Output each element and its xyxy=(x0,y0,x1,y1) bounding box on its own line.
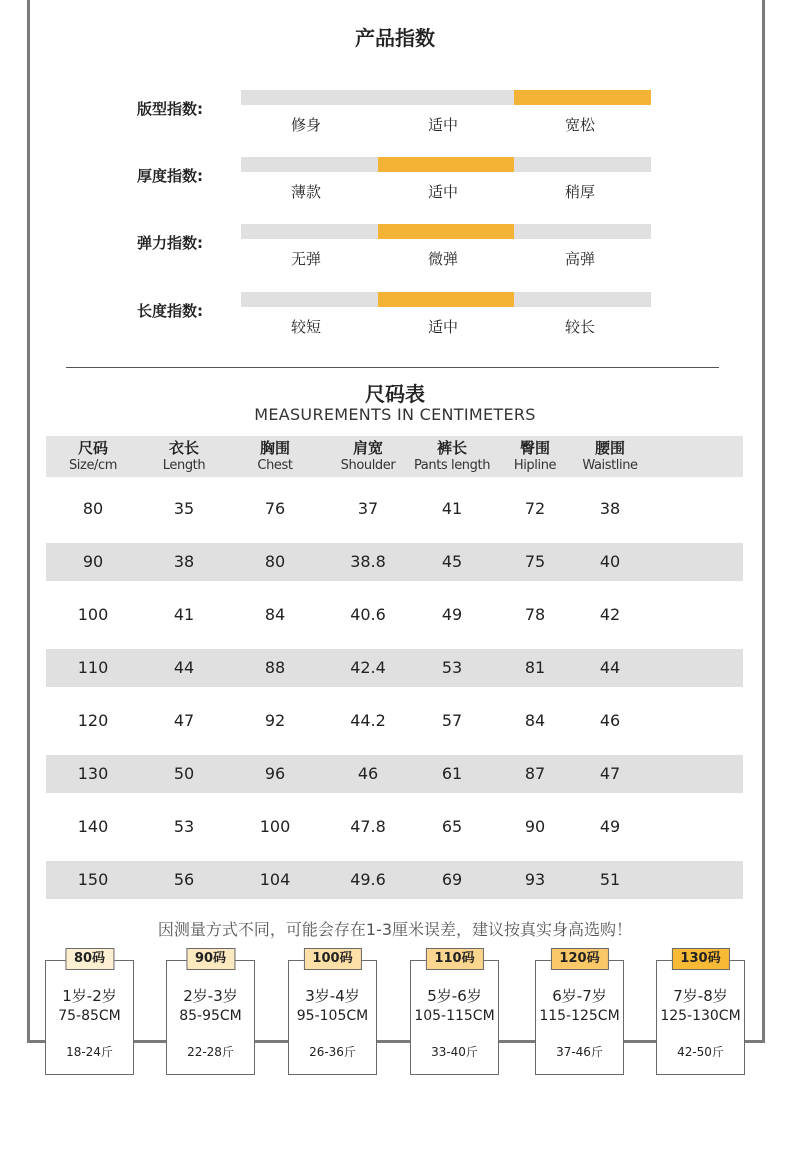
size-card-age: 6岁-7岁 xyxy=(552,987,607,1005)
index-option: 较短 xyxy=(290,318,321,336)
index-bar-fill xyxy=(378,224,515,239)
table-cell: 38 xyxy=(599,499,621,518)
table-cell: 45 xyxy=(441,552,463,571)
table-cell: 51 xyxy=(599,870,621,889)
index-bar xyxy=(241,292,651,307)
index-bar xyxy=(241,90,651,105)
table-cell: 44 xyxy=(173,658,195,677)
header-en: Waistline xyxy=(582,458,638,473)
table-cell: 76 xyxy=(264,499,286,518)
table-cell: 46 xyxy=(599,711,621,730)
table-cell: 100 xyxy=(77,605,109,624)
table-cell: 93 xyxy=(524,870,546,889)
size-table-header xyxy=(46,436,743,477)
index-option: 修身 xyxy=(290,116,321,134)
header-en: Chest xyxy=(257,458,293,473)
header-zh: 臀围 xyxy=(519,439,550,457)
size-card-age: 2岁-3岁 xyxy=(183,987,238,1005)
index-row xyxy=(0,224,790,274)
index-option: 较长 xyxy=(564,318,595,336)
size-card-weight: 42-50斤 xyxy=(677,1045,724,1059)
table-cell: 41 xyxy=(441,499,463,518)
size-card-weight: 37-46斤 xyxy=(556,1045,603,1059)
header-zh: 尺码 xyxy=(77,439,108,457)
table-cell: 110 xyxy=(77,658,109,677)
table-cell: 47 xyxy=(173,711,195,730)
table-cell: 42.4 xyxy=(350,658,386,677)
table-cell: 75 xyxy=(524,552,546,571)
header-en: Shoulder xyxy=(340,458,396,473)
table-cell: 49 xyxy=(599,817,621,836)
size-card-height: 105-115CM xyxy=(414,1008,495,1024)
table-cell: 42 xyxy=(599,605,621,624)
size-card-age: 7岁-8岁 xyxy=(673,987,728,1005)
table-cell: 57 xyxy=(441,711,463,730)
table-cell: 35 xyxy=(173,499,195,518)
table-cell: 90 xyxy=(524,817,546,836)
table-row xyxy=(46,596,743,634)
table-cell: 80 xyxy=(264,552,286,571)
table-cell: 53 xyxy=(173,817,195,836)
size-card-weight: 18-24斤 xyxy=(66,1045,113,1059)
table-cell: 92 xyxy=(264,711,286,730)
size-card-height: 75-85CM xyxy=(58,1008,121,1024)
table-cell: 78 xyxy=(524,605,546,624)
table-row xyxy=(46,861,743,899)
table-cell: 49 xyxy=(441,605,463,624)
index-row xyxy=(0,90,790,140)
table-header-cell xyxy=(136,439,232,474)
table-cell: 37 xyxy=(357,499,379,518)
index-label: 长度指数: xyxy=(137,302,203,320)
size-card-tag: 130码 xyxy=(671,948,729,970)
table-cell: 88 xyxy=(264,658,286,677)
index-bar xyxy=(241,224,651,239)
table-cell: 120 xyxy=(77,711,109,730)
header-en: Length xyxy=(162,458,206,473)
table-cell: 49.6 xyxy=(350,870,386,889)
header-zh: 胸围 xyxy=(259,439,290,457)
table-cell: 44 xyxy=(599,658,621,677)
table-cell: 104 xyxy=(259,870,291,889)
table-header-cell xyxy=(404,439,500,474)
table-header-cell xyxy=(227,439,323,474)
table-cell: 150 xyxy=(77,870,109,889)
table-cell: 47 xyxy=(599,764,621,783)
table-cell: 38.8 xyxy=(350,552,386,571)
index-option: 无弹 xyxy=(290,250,321,268)
table-cell: 61 xyxy=(441,764,463,783)
size-card xyxy=(410,951,499,1075)
table-cell: 81 xyxy=(524,658,546,677)
table-row xyxy=(46,543,743,581)
size-card-weight: 26-36斤 xyxy=(309,1045,356,1059)
section-divider xyxy=(66,367,719,368)
table-cell: 72 xyxy=(524,499,546,518)
table-cell: 44.2 xyxy=(350,711,386,730)
header-zh: 腰围 xyxy=(594,439,625,457)
index-option: 微弹 xyxy=(427,250,458,268)
index-option: 适中 xyxy=(427,318,458,336)
index-bar-fill xyxy=(378,157,515,172)
index-label: 厚度指数: xyxy=(137,167,203,185)
index-label: 弹力指数: xyxy=(137,234,203,252)
table-cell: 65 xyxy=(441,817,463,836)
size-card-height: 125-130CM xyxy=(660,1008,741,1024)
table-cell: 41 xyxy=(173,605,195,624)
size-card xyxy=(288,951,377,1075)
table-cell: 84 xyxy=(264,605,286,624)
index-option: 适中 xyxy=(427,116,458,134)
size-card-height: 115-125CM xyxy=(539,1008,620,1024)
table-cell: 100 xyxy=(259,817,291,836)
table-header-cell xyxy=(320,439,416,474)
index-option: 适中 xyxy=(427,183,458,201)
index-row xyxy=(0,157,790,207)
table-cell: 69 xyxy=(441,870,463,889)
table-cell: 40.6 xyxy=(350,605,386,624)
header-zh: 肩宽 xyxy=(352,439,383,457)
size-card-age: 1岁-2岁 xyxy=(62,987,117,1005)
table-cell: 84 xyxy=(524,711,546,730)
header-en: Pants length xyxy=(413,458,491,473)
table-cell: 38 xyxy=(173,552,195,571)
table-cell: 96 xyxy=(264,764,286,783)
table-header-cell xyxy=(562,439,658,474)
index-bar-fill xyxy=(514,90,651,105)
index-option: 稍厚 xyxy=(564,183,595,201)
table-cell: 90 xyxy=(82,552,104,571)
table-cell: 87 xyxy=(524,764,546,783)
table-cell: 130 xyxy=(77,764,109,783)
table-row xyxy=(46,490,743,528)
size-card-height: 95-105CM xyxy=(296,1008,369,1024)
table-cell: 53 xyxy=(441,658,463,677)
table-cell: 56 xyxy=(173,870,195,889)
index-bar xyxy=(241,157,651,172)
table-cell: 47.8 xyxy=(350,817,386,836)
size-card-tag: 100码 xyxy=(303,948,361,970)
size-table xyxy=(46,436,743,889)
measurement-note: 因测量方式不同，可能会存在1-3厘米误差，建议按真实身高选购！ xyxy=(157,920,633,939)
size-card-weight: 33-40斤 xyxy=(431,1045,478,1059)
size-card-height: 85-95CM xyxy=(179,1008,242,1024)
table-cell: 140 xyxy=(77,817,109,836)
header-zh: 衣长 xyxy=(168,439,199,457)
table-cell: 80 xyxy=(82,499,104,518)
index-row xyxy=(0,292,790,342)
size-card-tag: 120码 xyxy=(550,948,608,970)
size-card-tag: 110码 xyxy=(425,948,483,970)
table-row xyxy=(46,808,743,846)
table-header-cell xyxy=(45,439,141,474)
table-cell: 40 xyxy=(599,552,621,571)
product-index-title: 产品指数 xyxy=(355,26,435,50)
table-row xyxy=(46,755,743,793)
table-row xyxy=(46,702,743,740)
table-cell: 50 xyxy=(173,764,195,783)
index-option: 宽松 xyxy=(564,116,595,134)
size-card xyxy=(535,951,624,1075)
size-card-tag: 80码 xyxy=(65,948,114,970)
size-card-age: 5岁-6岁 xyxy=(427,987,482,1005)
index-option: 薄款 xyxy=(290,183,321,201)
index-bar-fill xyxy=(378,292,515,307)
index-option: 高弹 xyxy=(564,250,595,268)
size-card xyxy=(45,951,134,1075)
header-en: Size/cm xyxy=(68,458,118,473)
size-card-age: 3岁-4岁 xyxy=(305,987,360,1005)
header-en: Hipline xyxy=(513,458,557,473)
size-chart-subtitle: MEASUREMENTS IN CENTIMETERS xyxy=(254,405,536,424)
size-card xyxy=(656,951,745,1075)
size-chart-title: 尺码表 xyxy=(365,382,425,406)
table-cell: 46 xyxy=(357,764,379,783)
header-zh: 裤长 xyxy=(436,439,467,457)
size-card xyxy=(166,951,255,1075)
frame-bottom-border xyxy=(27,1040,765,1043)
size-card-weight: 22-28斤 xyxy=(187,1045,234,1059)
index-label: 版型指数: xyxy=(137,100,203,118)
size-card-tag: 90码 xyxy=(186,948,235,970)
table-row xyxy=(46,649,743,687)
